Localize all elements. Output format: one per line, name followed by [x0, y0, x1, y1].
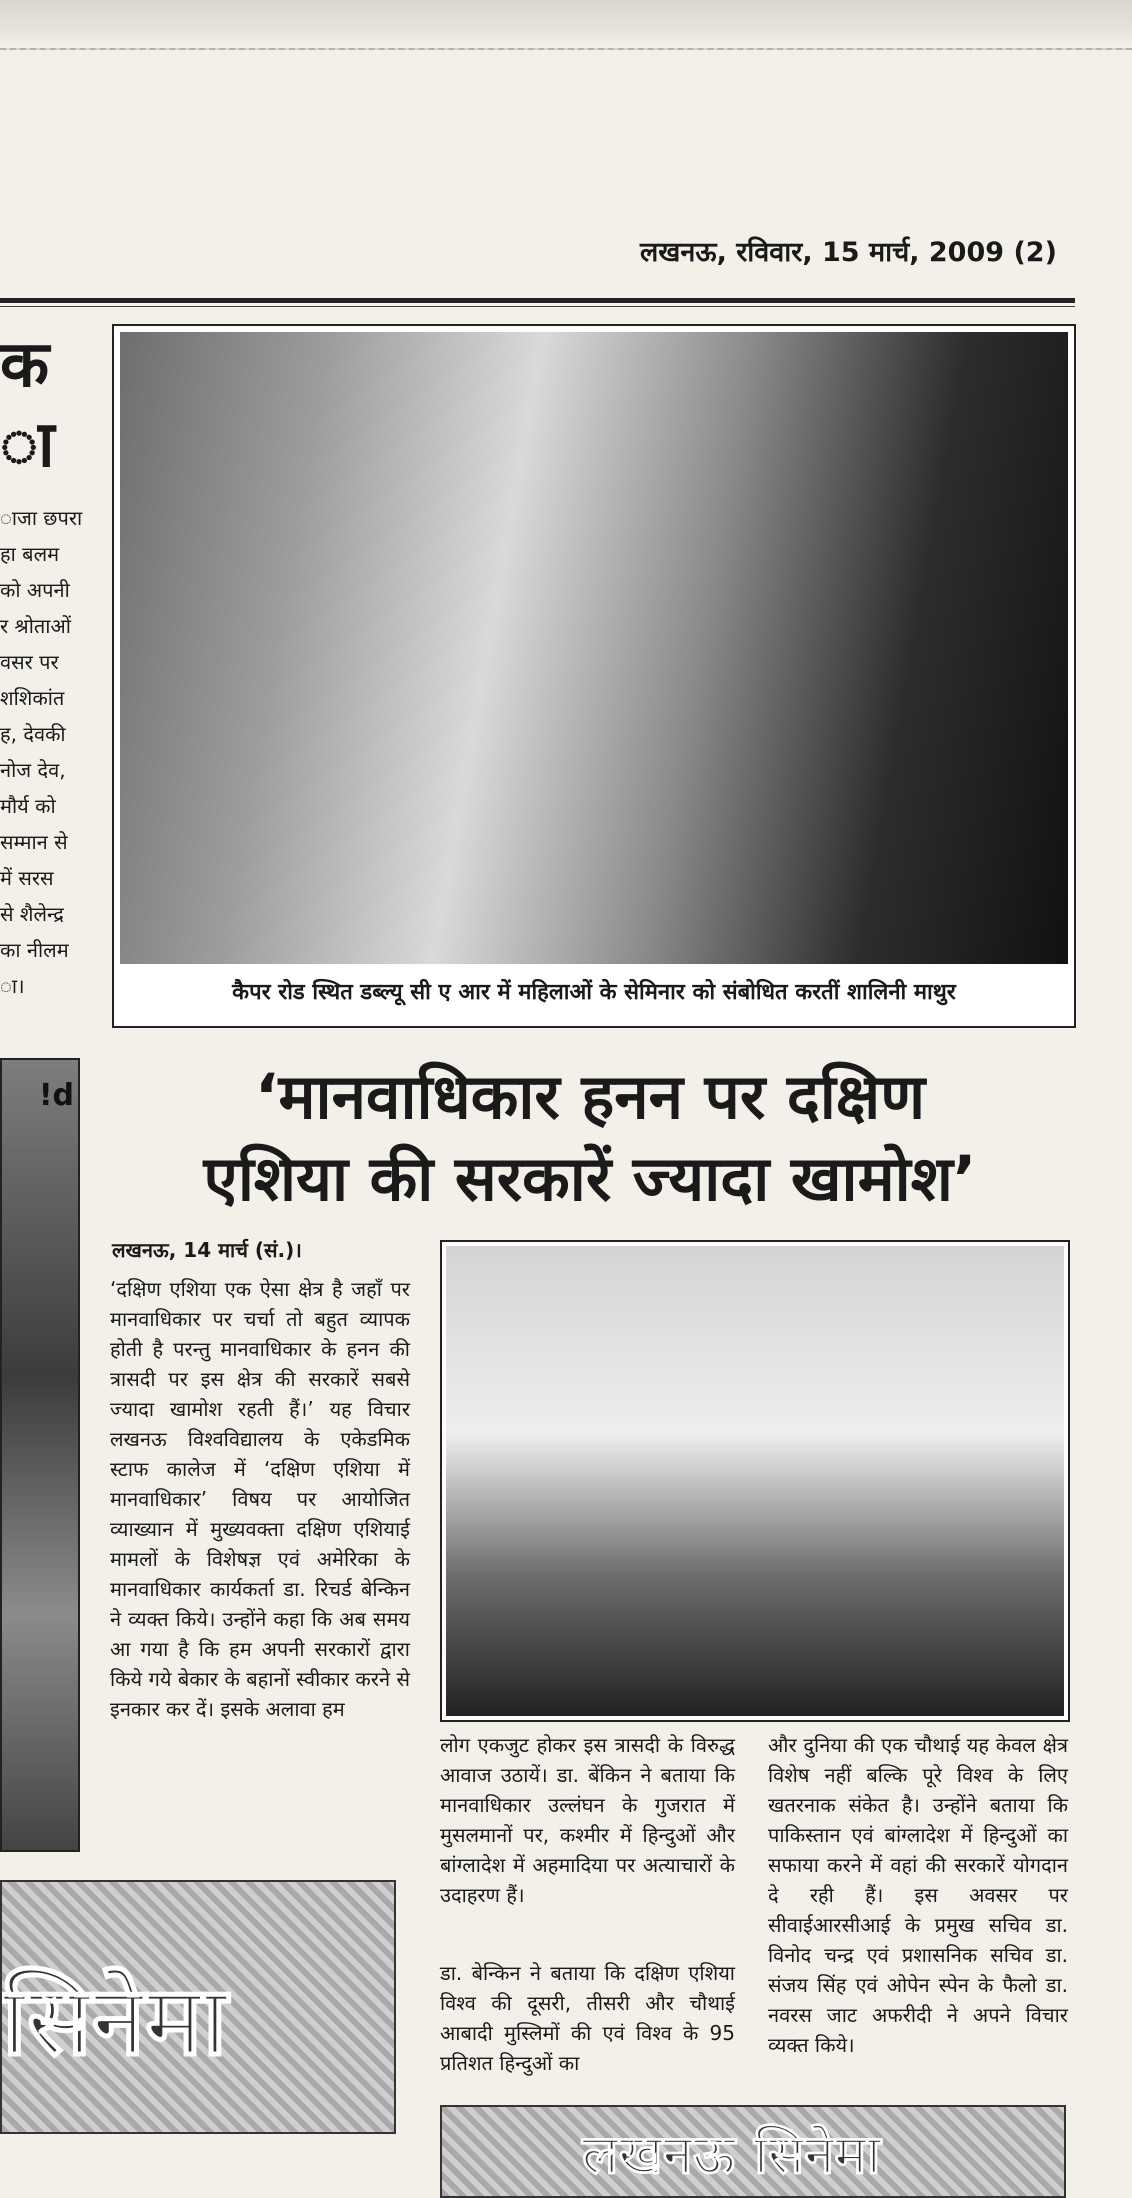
lecture-photo	[440, 1240, 1070, 1722]
page-top-edge	[0, 0, 1132, 50]
article-headline-line-1: ‘मानवाधिकार हनन पर दक्षिण	[254, 1060, 926, 1133]
article-column-2b: डा. बेन्किन ने बताया कि दक्षिण एशिया विश्व की दूसरी, तीसरी और चौथाई आबादी मुस्लिमों की एवं विश्व के 95 प्रतिशत हिन्दुओं का	[440, 1961, 735, 2075]
left-fragment-line: वसर पर	[0, 650, 59, 674]
left-headline-fragment-1: क	[0, 328, 50, 402]
left-headline-fragment-2: ा	[0, 408, 55, 482]
left-clipped-photo	[0, 1058, 80, 1852]
cinema-banner-left	[0, 1880, 396, 2134]
seminar-photo-caption: कैपर रोड स्थित डब्ल्यू सी ए आर में महिलाओं के सेमिनार को संबोधित करतीं शालिनी माथुर	[232, 980, 956, 1005]
lecture-photo-image	[446, 1246, 1064, 1716]
article-column-3: और दुनिया की एक चौथाई यह केवल क्षेत्र विशेष नहीं बल्कि पूरे विश्व के लिए खतरनाक संकेत है। उन्होंने बताया कि पाकिस्तान एवं बांग्लादेश में हिन्दुओं का सफाया करने में वहां की सरकारें योगदान दे रही हैं। इस अवसर पर सीवाईआरसीआई के प्रमुख सचिव डा. विनोद चन्द्र एवं प्रशासनिक सचिव डा. संजय सिंह एवं ओपेन स्पेन के फैलो डा. नवरस जाट अफरीदी ने अपने विचार व्यक्त किये।	[768, 1733, 1068, 2057]
seminar-photo-image	[120, 332, 1068, 964]
left-fragment-line: र श्रोताओं	[0, 614, 71, 638]
left-fragment-line: में सरस	[0, 866, 54, 890]
cinema-banner-bottom	[440, 2105, 1066, 2198]
left-fragment-line: हा बलम	[0, 542, 60, 566]
left-fragment-line: सम्मान से	[0, 830, 68, 854]
article-dateline: लखनऊ, 14 मार्च (सं.)।	[112, 1238, 302, 1262]
left-fragment-line: से शैलेन्द्र	[0, 902, 64, 926]
cinema-banner-left-text: सिनेमा	[2, 1965, 228, 2077]
cinema-banner-bottom-text: लखनऊ सिनेमा	[582, 2123, 881, 2186]
left-column-text	[0, 500, 110, 1004]
article-column-2: लोग एकजुट होकर इस त्रासदी के विरुद्ध आवाज उठायें। डा. बेंकिन ने बताया कि मानवाधिकार उल्लंघन के गुजरात में मुसलमानों पर, कश्मीर में हिन्दुओं और बांग्लादेश में अहमादिया पर अत्याचारों के उदाहरण हैं।	[440, 1733, 735, 1907]
header-rule-thin	[0, 306, 1075, 307]
left-fragment-line: ह, देवकी	[0, 722, 66, 746]
article-column-1: ‘दक्षिण एशिया एक ऐसा क्षेत्र है जहाँ पर मानवाधिकार पर चर्चा तो बहुत व्यापक होती है परन्तु मानवाधिकार के हनन की त्रासदी पर इस क्षेत्र की सरकारें सबसे ज्यादा खामोश रहती हैं।’ यह विचार लखनऊ विश्वविद्यालय के एकेडमिक स्टाफ कालेज में ‘दक्षिण एशिया में मानवाधिकार’ विषय पर आयोजित व्याख्यान में मुख्यवक्ता दक्षिण एशियाई मामलों के विशेषज्ञ एवं अमेरिका के मानवाधिकार कार्यकर्ता डा. रिचर्ड बेन्किन ने व्यक्त किये। उन्होंने कहा कि अब समय आ गया है कि हम अपनी सरकारों द्वारा किये गये बेकार के बहानों स्वीकार करने से इनकार कर दें। इसके अलावा हम	[110, 1277, 410, 1721]
left-fragment-line: को अपनी	[0, 578, 70, 602]
page-dateline: लखनऊ, रविवार, 15 मार्च, 2009 (2)	[640, 237, 1057, 268]
left-fragment-line: ा।	[0, 974, 25, 998]
left-fragment-line: ाजा छपरा	[0, 506, 83, 530]
left-photo-text: !d	[38, 1078, 74, 1113]
seminar-photo	[112, 324, 1076, 1028]
left-fragment-line: का नीलम	[0, 938, 69, 962]
left-fragment-line: शशिकांत	[0, 686, 65, 710]
left-fragment-line: मौर्य को	[0, 794, 56, 818]
left-fragment-line: नोज देव,	[0, 758, 66, 782]
article-headline-line-2: एशिया की सरकारें ज्यादा खामोश’	[203, 1142, 977, 1215]
header-rule	[0, 298, 1075, 303]
